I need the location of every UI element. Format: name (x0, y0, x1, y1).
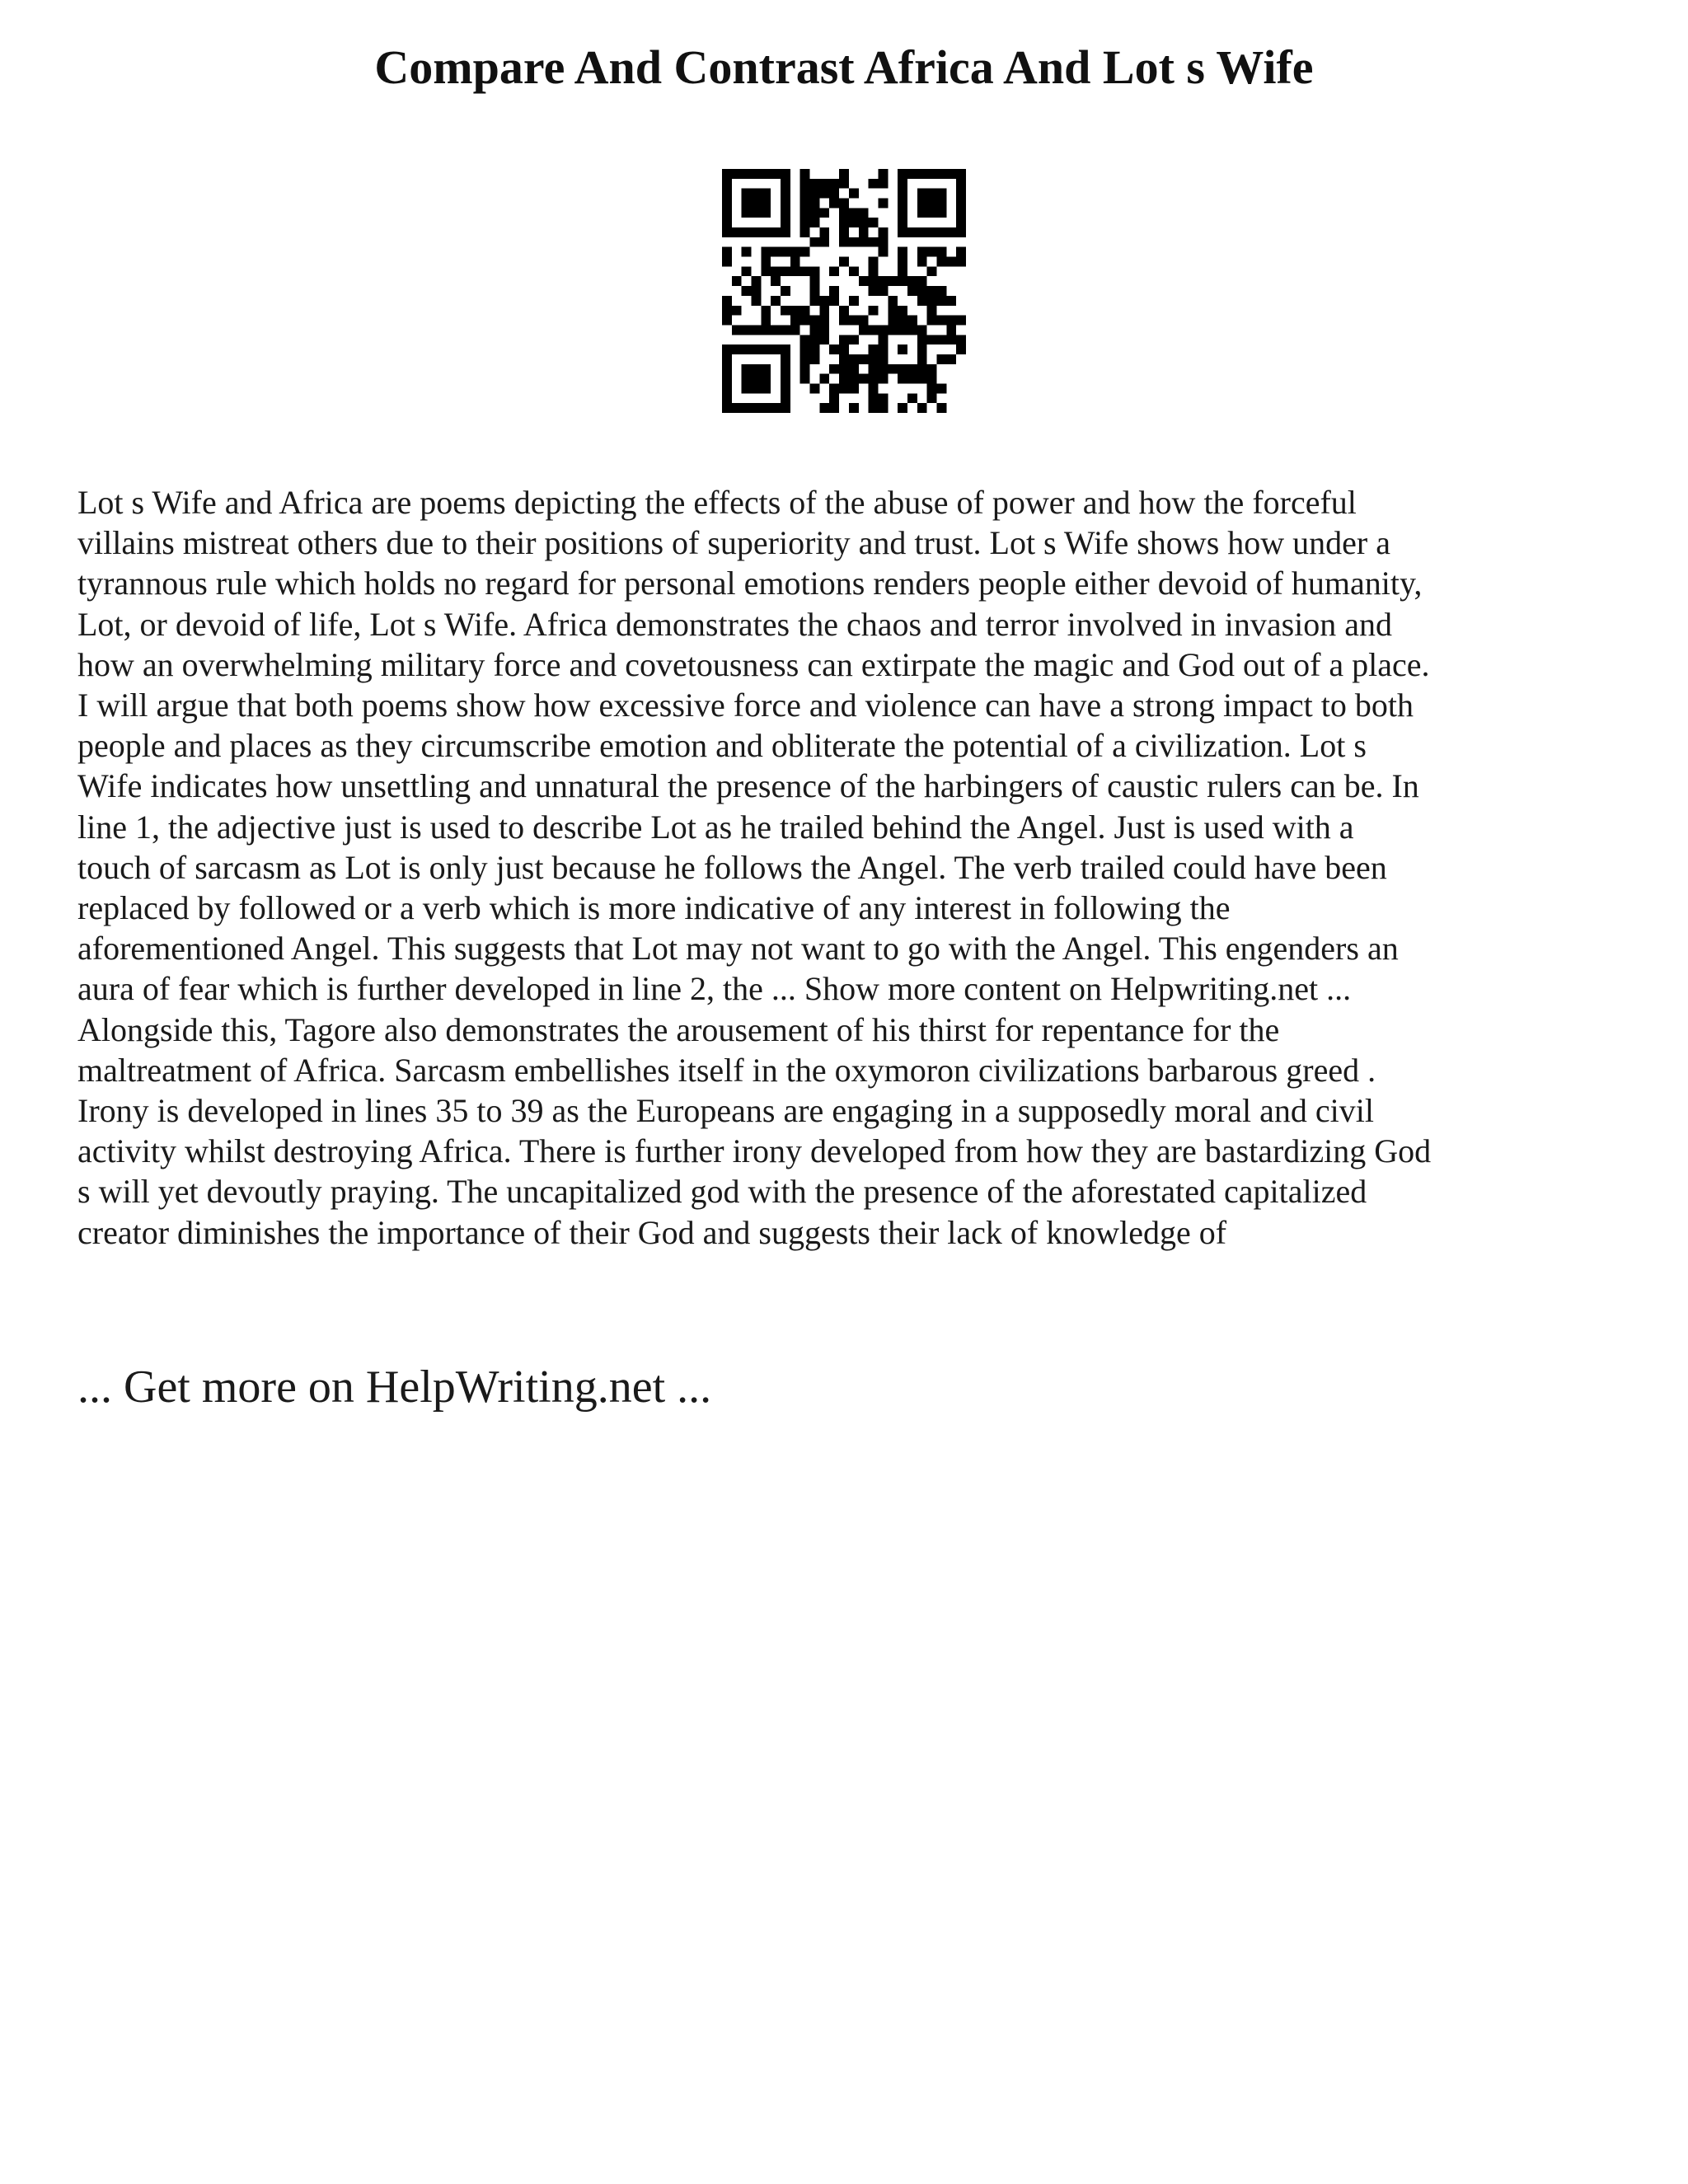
body-line: touch of sarcasm as Lot is only just because he follows the Angel. The verb trailed could have been (77, 848, 1387, 886)
body-line: Lot, or devoid of life, Lot s Wife. Africa demonstrates the chaos and terror involved in invasion and (77, 605, 1392, 643)
body-line: activity whilst destroying Africa. There is further irony developed from how they are bastardizing God (77, 1132, 1432, 1170)
body-line: how an overwhelming military force and covetousness can extirpate the magic and God out of a place. (77, 645, 1430, 683)
body-line: villains mistreat others due to their positions of superiority and trust. Lot s Wife shows how under a (77, 524, 1390, 562)
body-line: aforementioned Angel. This suggests that Lot may not want to go with the Angel. This engenders an (77, 930, 1399, 968)
body-line: aura of fear which is further developed in line 2, the ... Show more content on Helpwriting.net ... (77, 970, 1352, 1008)
body-line: replaced by followed or a verb which is more indicative of any interest in following the (77, 889, 1231, 927)
body-line: creator diminishes the importance of their God and suggests their lack of knowledge of (77, 1213, 1227, 1251)
body-line: Alongside this, Tagore also demonstrates the arousement of his thirst for repentance for the (77, 1010, 1280, 1048)
qr-code-icon (722, 169, 966, 413)
body-line: Irony is developed in lines 35 to 39 as the Europeans are engaging in a supposedly moral and civil (77, 1092, 1374, 1130)
body-line: Wife indicates how unsettling and unnatural the presence of the harbingers of caustic rulers can be. In (77, 767, 1419, 805)
body-line: maltreatment of Africa. Sarcasm embellishes itself in the oxymoron civilizations barbarous greed . (77, 1051, 1376, 1089)
get-more-link[interactable]: ... Get more on HelpWriting.net ... (77, 1361, 712, 1413)
body-line: people and places as they circumscribe emotion and obliterate the potential of a civilization. Lot s (77, 727, 1367, 765)
body-line: tyrannous rule which holds no regard for personal emotions renders people either devoid of humanity, (77, 565, 1423, 602)
page-title: Compare And Contrast Africa And Lot s Wife (374, 40, 1314, 94)
body-line: s will yet devoutly praying. The uncapitalized god with the presence of the aforestated capitalized (77, 1173, 1367, 1211)
body-line: line 1, the adjective just is used to describe Lot as he trailed behind the Angel. Just is used with a (77, 808, 1354, 846)
body-line: Lot s Wife and Africa are poems depicting the effects of the abuse of power and how the forceful (77, 484, 1357, 521)
body-text (77, 482, 1617, 1253)
body-line: I will argue that both poems show how excessive force and violence can have a strong impact to both (77, 687, 1414, 724)
